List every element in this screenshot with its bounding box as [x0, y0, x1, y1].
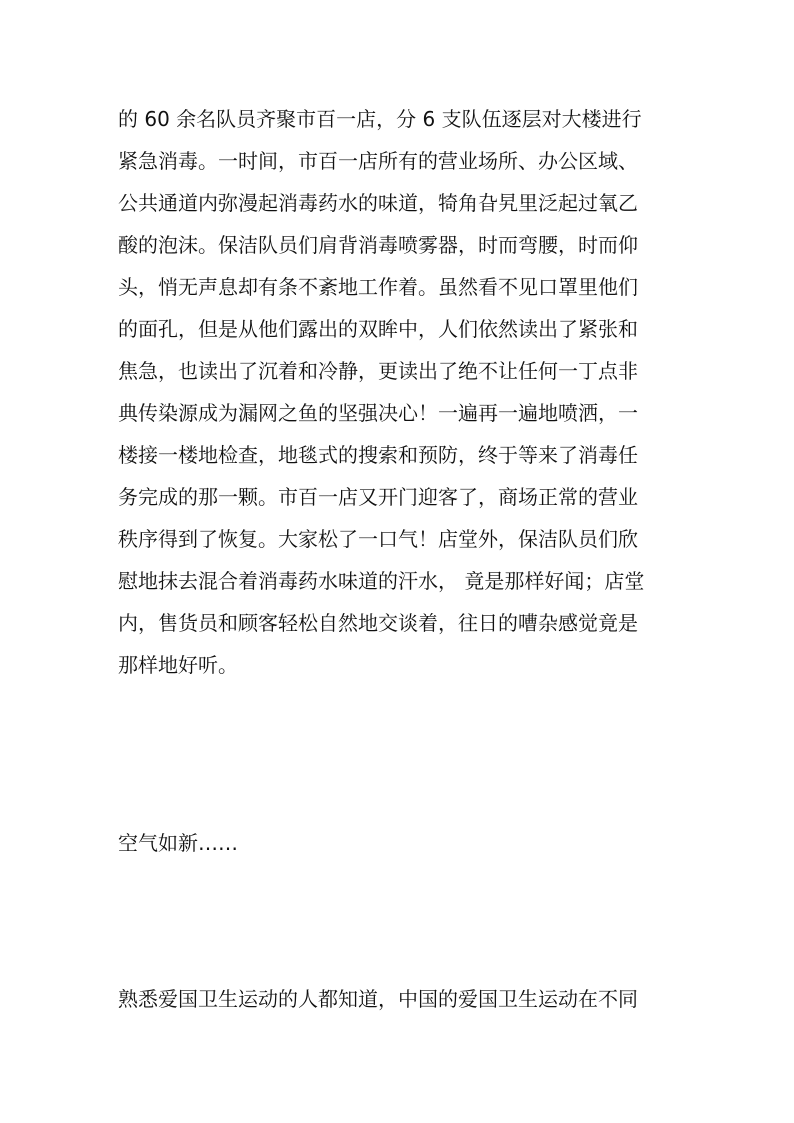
text-line: 熟悉爱国卫生运动的人都知道，中国的爱国卫生运动在不同 [118, 987, 638, 1011]
text-line: 焦急，也读出了沉着和冷静，更读出了绝不让任何一丁点非 [118, 359, 638, 383]
text-line: 那样地好听。 [118, 653, 238, 677]
text-line: 的 60 余名队员齐聚市百一店，分 6 支队伍逐层对大楼进行 [118, 107, 642, 131]
text-line: 头，悄无声息却有条不紊地工作着。虽然看不见口罩里他们 [118, 275, 638, 299]
text-line: 慰地抹去混合着消毒药水味道的汗水， 竟是那样好闻；店堂 [118, 569, 645, 593]
text-line: 空气如新…… [118, 831, 238, 855]
text-line: 的面孔，但是从他们露出的双眸中，人们依然读出了紧张和 [118, 317, 638, 341]
text-line: 典传染源成为漏网之鱼的坚强决心！一遍再一遍地喷洒，一 [118, 401, 638, 425]
text-line: 内，售货员和顾客轻松自然地交谈着，往日的嘈杂感觉竟是 [118, 611, 638, 635]
text-line: 酸的泡沫。保洁队员们肩背消毒喷雾器，时而弯腰，时而仰 [118, 233, 638, 257]
text-line: 公共通道内弥漫起消毒药水的味道，犄角旮旯里泛起过氧乙 [118, 191, 638, 215]
text-line: 务完成的那一颗。市百一店又开门迎客了，商场正常的营业 [118, 485, 638, 509]
text-line: 紧急消毒。一时间，市百一店所有的营业场所、办公区域、 [118, 149, 638, 173]
text-line: 秩序得到了恢复。大家松了一口气！店堂外，保洁队员们欣 [118, 527, 638, 551]
text-line: 楼接一楼地检查，地毯式的搜索和预防，终于等来了消毒任 [118, 443, 638, 467]
